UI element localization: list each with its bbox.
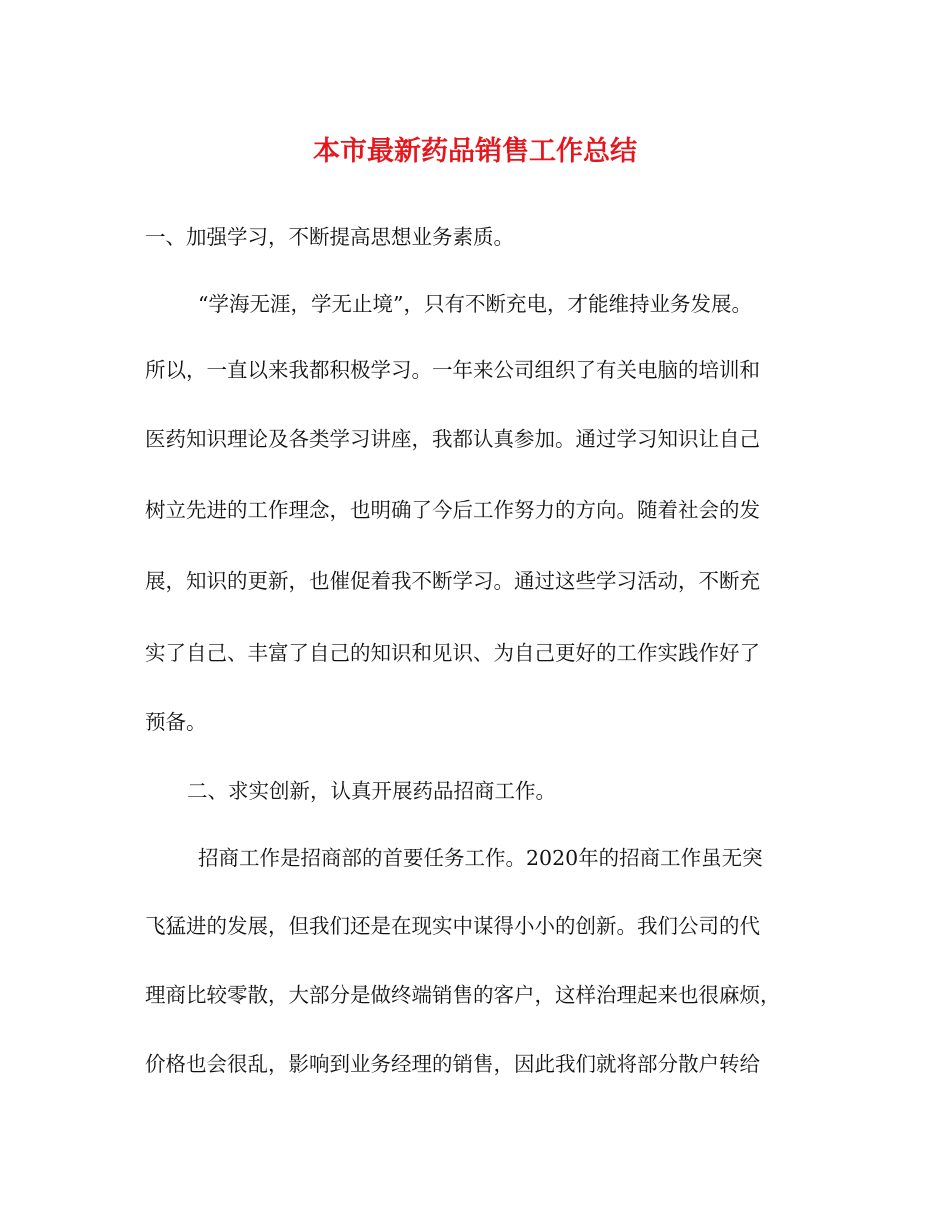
- paragraph-line: “学海无涯，学无止境”，只有不断充电，才能维持业务发展。: [198, 292, 752, 316]
- section-heading-2: 二、求实创新，认真开展药品招商工作。: [187, 779, 556, 803]
- document-title: 本市最新药品销售工作总结: [313, 136, 637, 167]
- section-heading-1: 一、加强学习，不断提高思想业务素质。: [145, 225, 514, 249]
- paragraph-line: 招商工作是招商部的首要任务工作。2020年的招商工作虽无突: [198, 846, 763, 870]
- paragraph-line: 医药知识理论及各类学习讲座，我都认真参加。通过学习知识让自己: [145, 427, 760, 451]
- paragraph-line: 预备。: [145, 710, 207, 734]
- paragraph-line: 飞猛进的发展，但我们还是在现实中谋得小小的创新。我们公司的代: [145, 914, 760, 938]
- paragraph-line: 所以，一直以来我都积极学习。一年来公司组织了有关电脑的培训和: [145, 358, 760, 382]
- paragraph-line: 理商比较零散，大部分是做终端销售的客户，这样治理起来也很麻烦，: [145, 983, 781, 1007]
- paragraph-line: 价格也会很乱，影响到业务经理的销售，因此我们就将部分散户转给: [145, 1052, 760, 1076]
- paragraph-line: 展，知识的更新，也催促着我不断学习。通过这些学习活动，不断充: [145, 569, 760, 593]
- paragraph-line: 树立先进的工作理念，也明确了今后工作努力的方向。随着社会的发: [145, 498, 760, 522]
- paragraph-line: 实了自己、丰富了自己的知识和见识、为自己更好的工作实践作好了: [145, 641, 760, 665]
